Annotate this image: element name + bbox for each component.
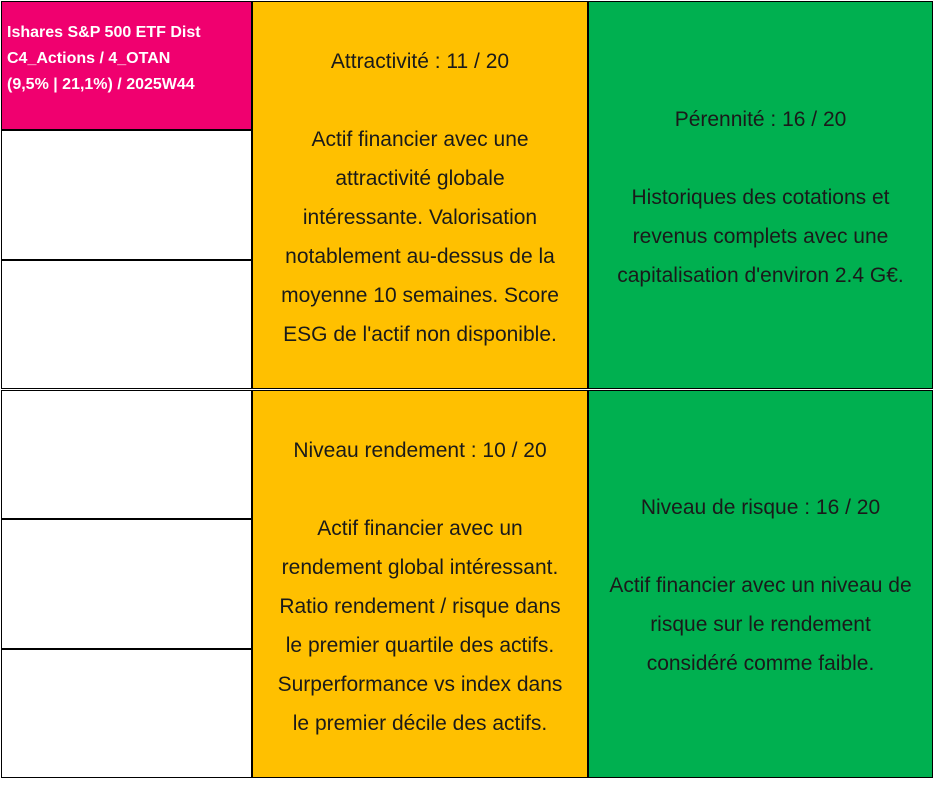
rendement-line: rendement global intéressant. [281, 556, 559, 579]
risque-cell[interactable] [588, 390, 933, 778]
perennite-cell[interactable] [588, 1, 933, 389]
rendement-line: Actif financier avec un [317, 517, 523, 540]
asset-title-line-1: Ishares S&P 500 ETF Dist [7, 24, 201, 41]
rendement-line: le premier décile des actifs. [292, 712, 548, 735]
empty-cell-3[interactable] [1, 390, 252, 519]
rendement-text [253, 431, 587, 743]
rendement-line: Surperformance vs index dans [277, 673, 563, 696]
perennite-line: Historiques des cotations et [631, 186, 890, 209]
empty-cell-5[interactable] [1, 649, 252, 778]
perennite-line: revenus complets avec une [632, 225, 889, 248]
attractivite-text [253, 42, 587, 354]
perennite-line: capitalisation d'environ 2.4 G€. [617, 264, 904, 287]
attractivite-line: intéressante. Valorisation [302, 206, 538, 229]
rendement-line: Ratio rendement / risque dans [279, 595, 561, 618]
attractivite-line: ESG de l'actif non disponible. [283, 323, 557, 346]
risque-line: considéré comme faible. [646, 652, 875, 675]
rendement-line: le premier quartile des actifs. [285, 634, 555, 657]
asset-title-line-3: (9,5% | 21,1%) / 2025W44 [7, 76, 195, 93]
risque-text [589, 488, 932, 683]
rendement-cell[interactable] [252, 390, 588, 778]
empty-cell-4[interactable] [1, 519, 252, 649]
risque-heading: Niveau de risque : 16 / 20 [640, 496, 881, 519]
empty-cell-1[interactable] [1, 130, 252, 260]
asset-title-cell[interactable] [1, 1, 252, 130]
asset-title-line-2: C4_Actions / 4_OTAN [7, 50, 171, 67]
perennite-text [589, 100, 932, 295]
attractivite-line: attractivité globale [335, 167, 505, 190]
attractivite-heading: Attractivité : 11 / 20 [330, 50, 510, 73]
attractivite-line: moyenne 10 semaines. Score [281, 284, 559, 307]
rendement-heading: Niveau rendement : 10 / 20 [293, 439, 547, 462]
attractivite-line: notablement au-dessus de la [285, 245, 555, 268]
perennite-heading: Pérennité : 16 / 20 [674, 108, 847, 131]
risque-line: Actif financier avec un niveau de [609, 574, 912, 597]
empty-cell-2[interactable] [1, 260, 252, 389]
attractivite-line: Actif financier avec une [311, 128, 529, 151]
attractivite-cell[interactable] [252, 1, 588, 389]
risque-line: risque sur le rendement [650, 613, 871, 636]
